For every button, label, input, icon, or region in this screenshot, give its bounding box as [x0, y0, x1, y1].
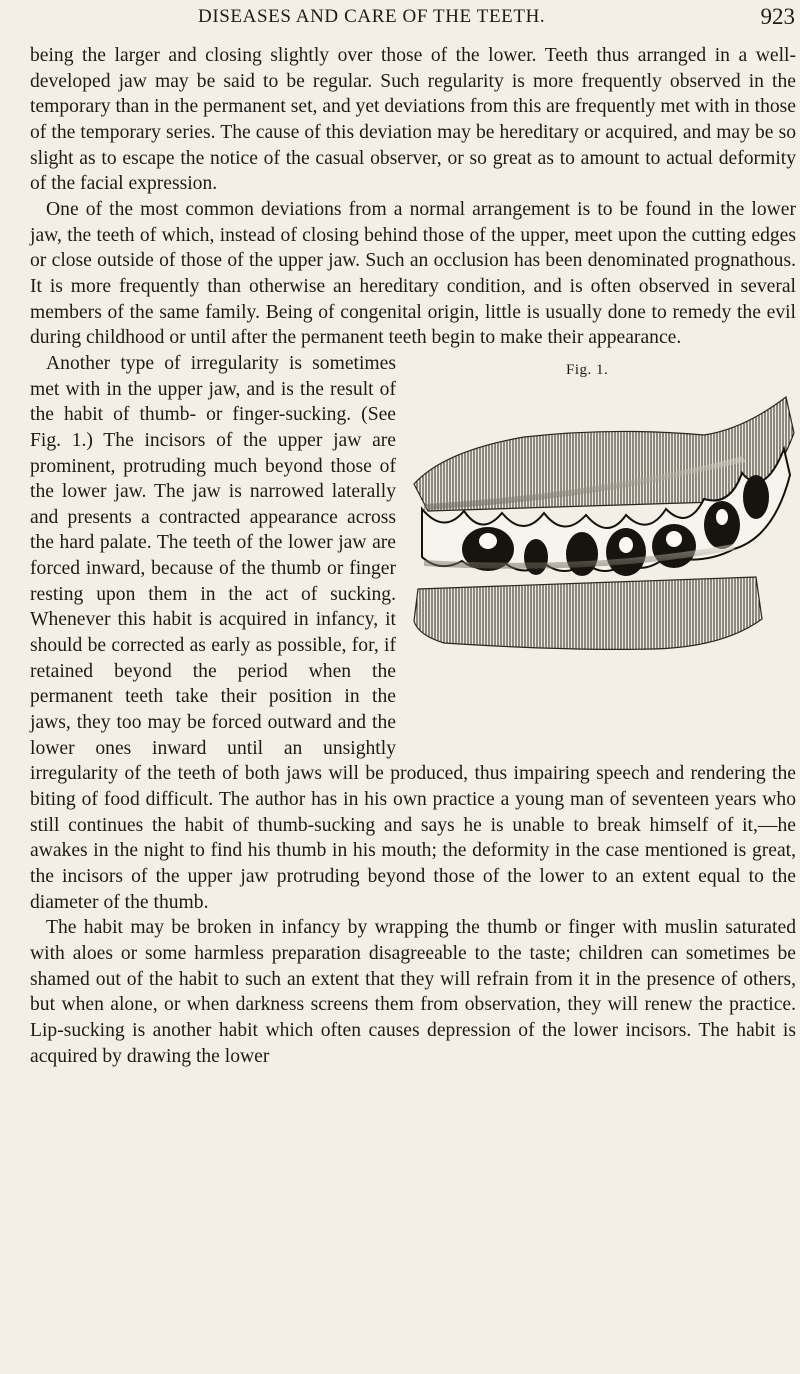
- figure-1: [404, 351, 796, 749]
- paragraph-with-figure: [30, 351, 796, 915]
- paragraph: being the larger and closing slightly over those of the lower. Teeth thus arranged in a well-developed jaw may be said to be regular. Such regularity is more frequently observed in the temporary than in the permanent set, and yet deviations from this are frequently met with in those of the temporary series. The cause of this deviation may be hereditary or acquired, and may be so slight as to escape the notice of the casual observer, or so great as to amount to actual deformity of the facial expression.: [30, 45, 796, 195]
- page-number: 923: [760, 4, 795, 29]
- paragraph: One of the most common deviations from a normal arrangement is to be found in the lower jaw, the teeth of which, instead of closing behind those of the upper, meet upon the cutting edges or close outside of those of the upper jaw. Such an occlusion has been denominated prognathous. It is more frequently than otherwise an hereditary condition, and is often observed in several members of the same family. Being of congenital origin, little is usually done to remedy the evil during childhood or until after the permanent teeth begin to make their appearance.: [30, 198, 796, 349]
- figure-caption: Fig. 1.: [566, 361, 609, 378]
- body-text: [30, 43, 796, 1069]
- paragraph-text: Another type of irregularity is sometimes met with in the upper jaw, and is the result of the habit of thumb- or finger-sucking. (See Fig. 1.) The incisors of the upper jaw are prominent, protruding much beyond those of the lower jaw. The jaw is narrowed laterally and presents a contracted appearance across the hard palate. The teeth of the lower jaw are forced inward, because of the thumb or finger resting upon them in the act of sucking. Whenever this habit is acquired in infancy, it should be corrected as early as possible, for, if retained beyond the period when the permanent teeth take their position in the jaws, they too may be forced outward and the lower ones inward until an unsightly irregularity of the teeth of both jaws will be produced, thus impairing speech and rendering the biting of food difficult. The author has in his own practice a young man of seventeen years who still continues the habit of thumb-sucking and says he is unable to break himself of it,—he awakes in the night to find his thumb in his mouth; the deformity in the case mentioned is great, the incisors of the upper jaw protruding beyond those of the lower to an extent equal to the diameter of the thumb.: [30, 352, 796, 913]
- paragraph: The habit may be broken in infancy by wrapping the thumb or finger with muslin saturated with aloes or some harmless preparation disagreeable to the taste; children can sometimes be shamed out of the habit to such an extent that they will refrain from it in the presence of others, but when alone, or when darkness screens them from observation, they will renew the practice. Lip-sucking is another habit which often causes depression of the lower incisors. The habit is acquired by drawing the lower: [30, 917, 796, 1067]
- page-header: [30, 4, 795, 34]
- running-head: DISEASES AND CARE OF THE TEETH.: [198, 6, 546, 27]
- dental-cast-illustration-icon: [404, 389, 796, 749]
